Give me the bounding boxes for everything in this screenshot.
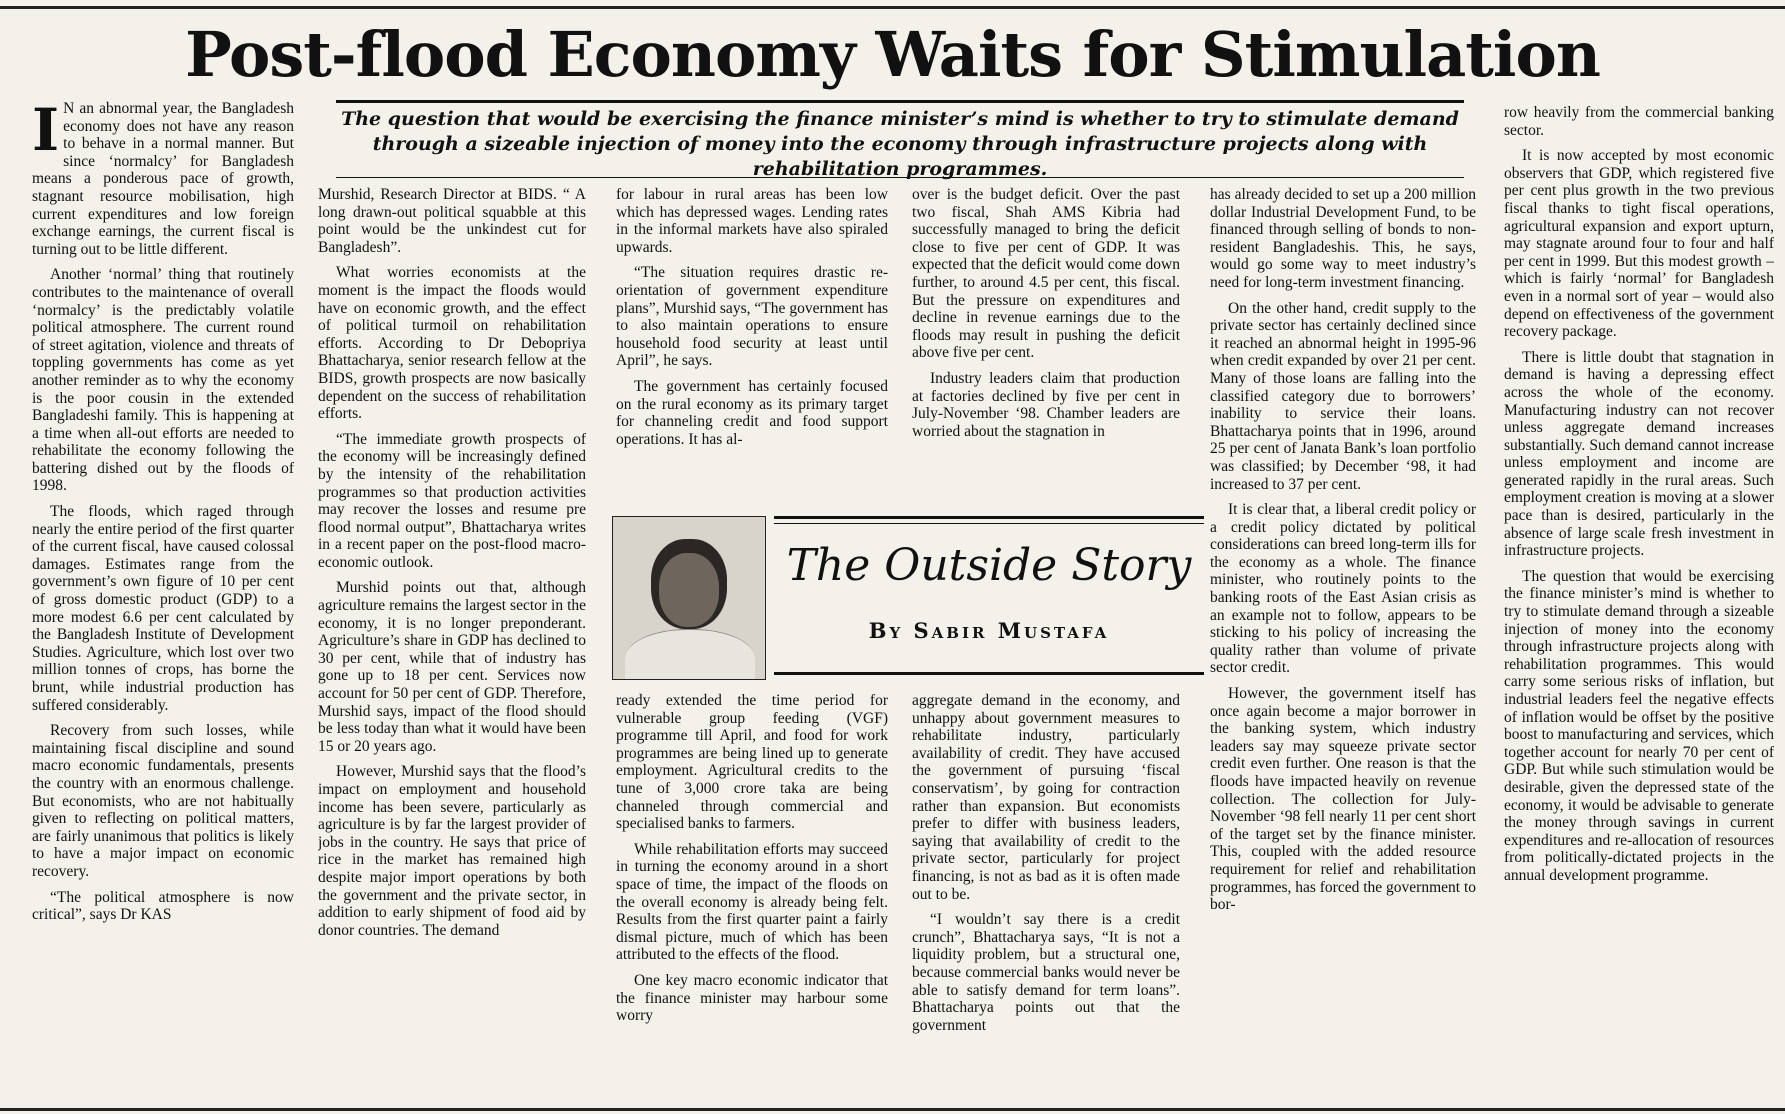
col6-paragraph-4: The question that would be exercising the finance minister’s mind is whether to try to stimulate demand through a sizeable injection of money into the economy through infrastructure projects along with rehabilitation programmes. This would carry some serious risks of inflation, but industrial leaders feel the negative effects of inflation would be offset by the positive boost to manufacturing and services, which together account for nearly 70 per cent of GDP. But while such stimulation would be desirable, given the depressed state of the economy, it would be advisable to generate the money through savings in current expenditures and re-allocation of resources from politically-dictated projects in the annual development programme.	[1504, 567, 1774, 884]
bottom-rule	[0, 1108, 1785, 1111]
col5-paragraph-3: It is clear that, a liberal credit policy or a credit policy dictated by political considerations can breed long-term ills for the economy as a whole. The finance minister, who routinely points to the banking roots of the East Asian crisis as an example not to follow, appears to be sticking to his policy of increasing the quality rather than volume of private sector credit.	[1210, 501, 1476, 677]
box-rule-top-thin	[774, 523, 1204, 524]
top-rule	[0, 6, 1785, 9]
col5-paragraph-1: has already decided to set up a 200 million dollar Industrial Development Fund, to be financed through selling of bonds to non-resident Bangladeshis. This, he says, would go some way to meet industry’s need for long-term investment financing.	[1210, 186, 1476, 291]
column-6	[1504, 104, 1774, 1104]
col5-paragraph-2: On the other hand, credit supply to the private sector has certainly declined since it reached an abnormal height in 1995-96 when credit expanded by over 21 per cent. Many of those loans are falling into the classified category due to borrowers’ inability to service their loans. Bhattacharya points that in 1996, around 25 per cent of Janata Bank’s loan portfolio was classified; by December ‘98, it had increased to 37 per cent.	[1210, 299, 1476, 493]
col4b-paragraph-2: “I wouldn’t say there is a credit crunch”, Bhattacharya says, “It is not a liquidity problem, but a structural one, because commercial banks would never be able to satisfy demand for term loans”. Bhattacharya points out that the government	[912, 911, 1180, 1034]
col1-paragraph-1	[32, 100, 294, 258]
column-2	[318, 186, 586, 1104]
col4b-paragraph-1: aggregate demand in the economy, and unhappy about government measures to rehabilitate industry, particularly availability of credit. They have accused the government of pursuing ‘fiscal conservatism’, by going for contraction rather than expansion. But economists prefer to differ with business leaders, saying that availability of credit to the private sector, particularly for project financing, is not as bad as it is often made out to be.	[912, 692, 1180, 903]
column-4-upper	[912, 186, 1180, 504]
col3-paragraph-3: The government has certainly focused on the rural economy as its primary target for channeling credit and food support operations. It has al-	[616, 377, 888, 448]
col2-paragraph-2: What worries economists at the moment is the impact the floods would have on economic growth, and the effect of political turmoil on rehabilitation efforts. According to Dr Debopriya Bhattacharya, senior research fellow at the BIDS, growth prospects are now basically dependent on the success of rehabilitation efforts.	[318, 264, 586, 423]
headline: Post-flood Economy Waits for Stimulation	[185, 18, 1600, 91]
deck-quote: The question that would be exercising the finance minister’s mind is whether to try to stimulate demand through a sizeable injection of money into the economy through infrastructure projects along with rehabilitation programmes.	[336, 100, 1464, 178]
box-rule-top	[774, 516, 1204, 519]
col3b-paragraph-3: One key macro economic indicator that the finance minister may harbour some worry	[616, 971, 888, 1025]
col4-paragraph-2: Industry leaders claim that production at factories declined by five per cent in July-November ‘98. Chamber leaders are worried about the stagnation in	[912, 369, 1180, 440]
column-1	[32, 100, 294, 1104]
author-photo	[612, 516, 766, 680]
col3-paragraph-1: for labour in rural areas has been low which has depressed wages. Lending rates in the informal markets have also spiraled upwards.	[616, 186, 888, 256]
col5-paragraph-4: However, the government itself has once again become a major borrower in the banking system, which industry leaders say may squeeze private sector credit even further. One reason is that the floods have impacted heavily on revenue collection. The collection for July-November ‘98 fell nearly 11 per cent short of the target set by the finance minister. This, coupled with the added resource requirement for relief and rehabilitation programmes, has forced the government to bor-	[1210, 685, 1476, 914]
author-shirt	[625, 629, 755, 680]
col6-paragraph-2: It is now accepted by most economic observers that GDP, which registered five per cent plus growth in the two previous fiscal thanks to tight fiscal operations, agricultural expansion and export upturn, may stagnate around four to four and half per cent in 1999. But this modest growth – which is fairly ‘normal’ for Bangladesh even in a normal sort of year – would also depend on effectiveness of the government recovery package.	[1504, 147, 1774, 341]
col1-paragraph-4: Recovery from such losses, while maintaining fiscal discipline and sound macro economic fundamentals, presents the country with an enormous challenge. But economists, who are not habitually given to reflecting on political matters, are fairly unanimous that politics is likely to have a major impact on economic recovery.	[32, 722, 294, 880]
column-3-lower	[616, 692, 888, 1104]
col1-paragraph-2: Another ‘normal’ thing that routinely contributes to the maintenance of overall ‘normalcy’ is the predictably volatile political atmosphere. The current round of street agitation, violence and threats of toppling governments has come as yet another reminder as to why the economy is the poor cousin in the extended Bangladeshi family. This is happening at a time when all-out efforts are needed to rehabilitate the economy following the battering dished out by the floods of 1998.	[32, 266, 294, 495]
col2-paragraph-1: Murshid, Research Director at BIDS. “ A long drawn-out political squabble at this point would be the unkindest cut for Bangladesh”.	[318, 186, 586, 256]
column-box	[612, 516, 1204, 680]
col2-paragraph-4: Murshid points out that, although agriculture remains the largest sector in the economy, it is no longer preponderant. Agriculture’s share in GDP has declined to 30 per cent, while that of industry has gone up to 18 per cent. Services now account for 50 per cent of GDP. Therefore, Murshid says, impact of the flood should be less today than what it would have been 15 or 20 years ago.	[318, 579, 586, 755]
col2-paragraph-3: “The immediate growth prospects of the economy will be increasingly defined by the intensity of the rehabilitation programmes so that production activities may recover the losses and resume pre flood normal output”, Bhattacharya writes in a recent paper on the post-flood macro-economic outlook.	[318, 430, 586, 571]
col2-paragraph-5: However, Murshid says that the flood’s impact on employment and household income has been severe, particularly as agriculture is by far the largest provider of jobs in the country. He says that price of rice in the market has remained high despite major import operations by both the government and the private sector, in addition to early shipment of food aid by donor countries. The demand	[318, 763, 586, 939]
col1-paragraph-5: “The political atmosphere is now critical”, says Dr KAS	[32, 888, 294, 924]
column-4-lower	[912, 692, 1180, 1104]
col1-paragraph-3: The floods, which raged through nearly the entire period of the first quarter of the current fiscal, have caused colossal damages. Estimates range from the government’s own figure of 10 per cent of gross domestic product (GDP) to a more modest 6.6 per cent calculated by the Bangladesh Institute of Development Studies. Agriculture, which lost over two million tonnes of crops, has borne the brunt, while industrial production has suffered considerably.	[32, 503, 294, 714]
box-rule-bottom	[774, 672, 1204, 675]
col1-paragraph-1-text: N an abnormal year, the Bangladesh economy does not have any reason to behave in a normal manner. But since ‘normalcy’ for Bangladesh means a ponderous pace of growth, stagnant resource mobilisation, high current expenditures and low foreign exchange earnings, the current fiscal is turning out to be little different.	[32, 100, 294, 258]
author-face	[659, 553, 719, 627]
col3b-paragraph-2: While rehabilitation efforts may succeed in turning the economy around in a short space of time, the impact of the floods on the overall economy is already being felt. Results from the first quarter paint a fairly dismal picture, much of which has been attributed to the effects of the flood.	[616, 840, 888, 964]
col3-paragraph-2: “The situation requires drastic re-orientation of government expenditure plans”, Murshid says, “The government has to also maintain operations to ensure household food security at least until April”, he says.	[616, 264, 888, 370]
col6-paragraph-3: There is little doubt that stagnation in demand is having a depressing effect across the whole of the economy. Manufacturing industry can not recover unless aggregate demand increases substantially. Such demand cannot increase unless employment and income are generated rapidly in the rural areas. Such employment creation is moving at a slower pace than is desired, particularly in the absence of large scale fresh investment in infrastructure projects.	[1504, 348, 1774, 560]
column-3-upper	[616, 186, 888, 504]
col6-paragraph-1: row heavily from the commercial banking sector.	[1504, 104, 1774, 139]
col3b-paragraph-1: ready extended the time period for vulnerable group feeding (VGF) programme till April, and food for work programmes are being lined up to generate employment. Agricultural credits to the tune of 3,000 crore taka are being channeled through commercial and specialised banks to farmers.	[616, 692, 888, 833]
col4-paragraph-1: over is the budget deficit. Over the past two fiscal, Shah AMS Kibria had successfully managed to bring the deficit close to five per cent of GDP. It was expected that the deficit would come down further, to around 4.5 per cent, this fiscal. But the pressure on expenditures and decline in revenue earnings due to the floods may result in pushing the deficit above five per cent.	[912, 186, 1180, 362]
drop-cap: I	[32, 100, 60, 164]
column-name: The Outside Story	[786, 540, 1192, 591]
byline: By Sabir Mustafa	[868, 618, 1110, 643]
column-5	[1210, 186, 1476, 1104]
